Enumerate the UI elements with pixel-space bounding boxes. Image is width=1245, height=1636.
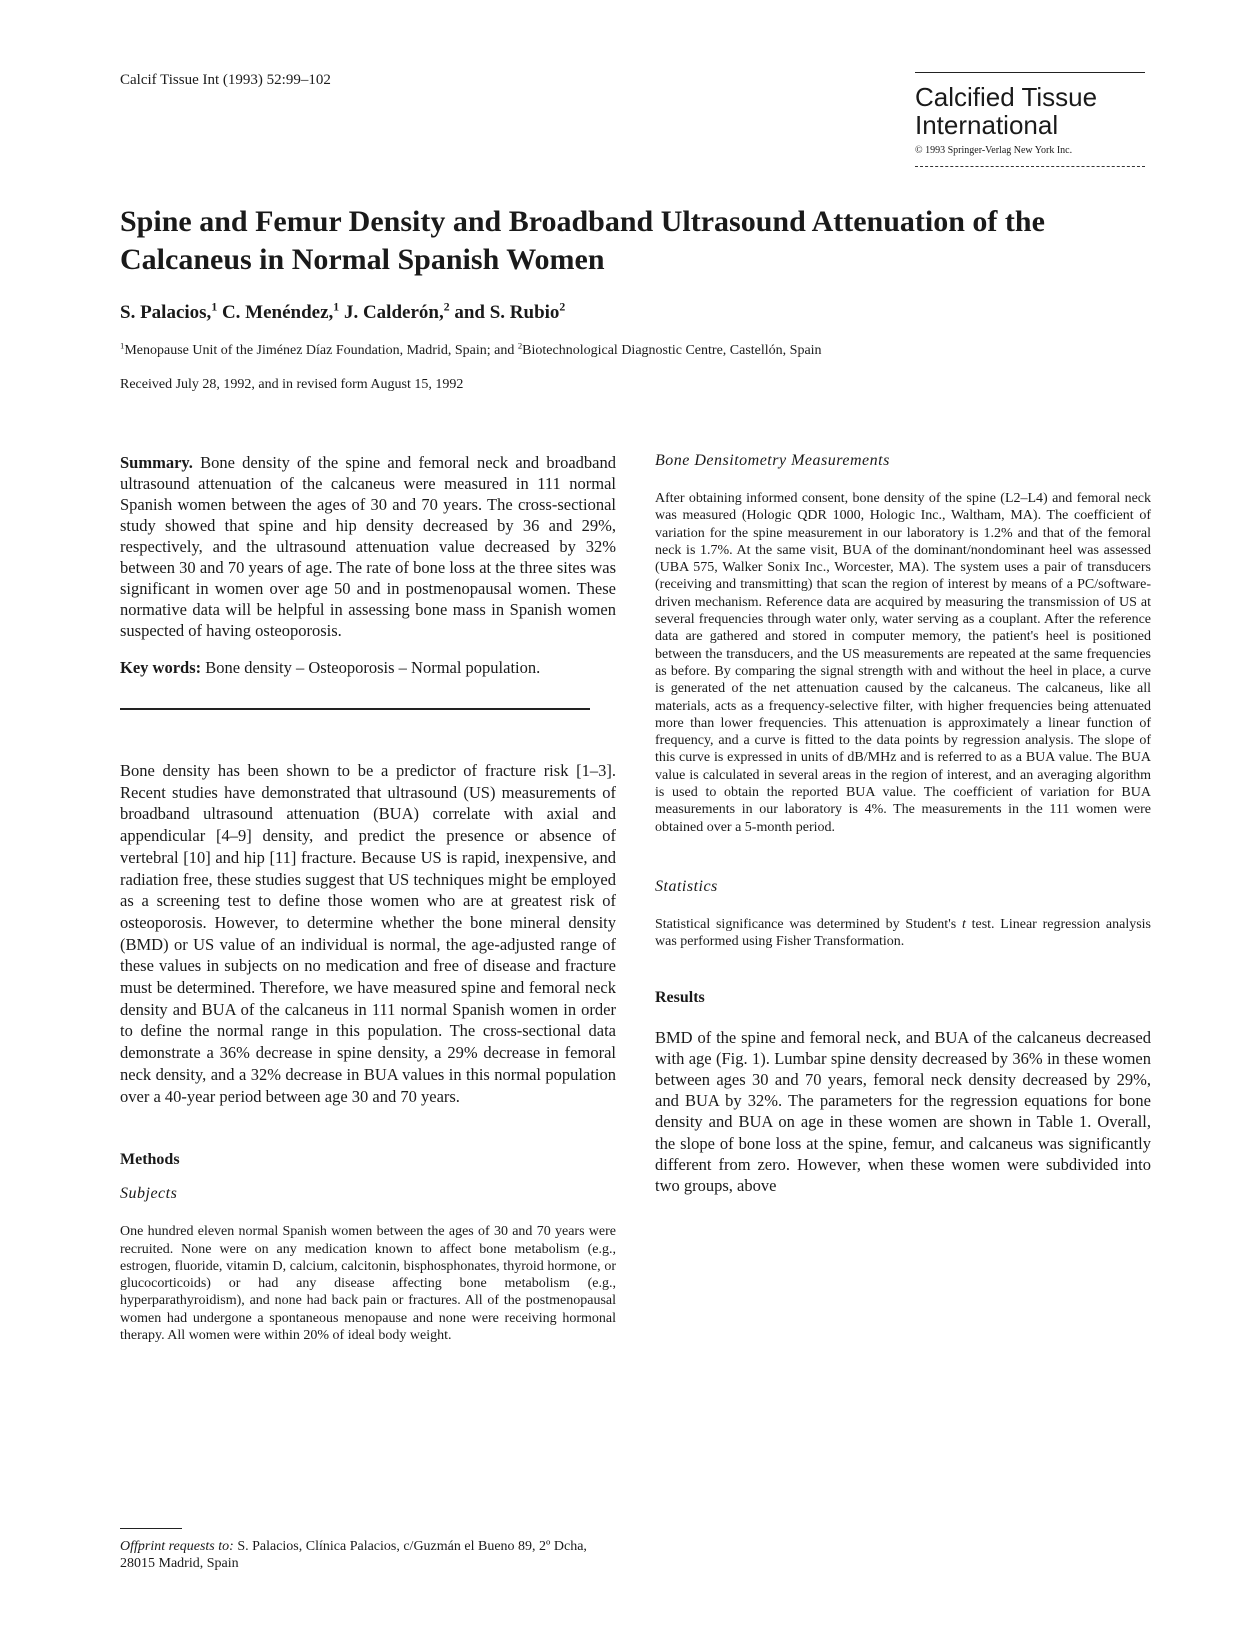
masthead-top-rule [915,72,1145,73]
affiliation-2: Biotechnological Diagnostic Centre, Castellón, Spain [522,343,822,358]
introduction-paragraph: Bone density has been shown to be a predictor of fracture risk [1–3]. Recent studies have demonstrated that ultrasound (US) measurements of broadband ultrasound attenuation (BUA) correlate with axial and appendicular [4–9] density, and predict the presence or absence of vertebral [10] and hip [11] fracture. Because US is rapid, inexpensive, and radiation free, these studies suggest that US techniques might be employed as a screening test to define those women who are at greatest risk of osteoporosis. However, to determine whether the bone mineral density (BMD) or US value of an individual is normal, the age-adjusted range of these values in subjects on no medication and free of disease and fracture must be determined. Therefore, we have measured spine and femoral neck density and BUA of the calcaneus in 111 normal Spanish women in order to define the normal range in this population. The cross-sectional data demonstrate a 36% decrease in spine density, a 29% decrease in femoral neck density, and a 32% decrease in BUA values in this normal population over a 40-year period between age 30 and 70 years. [120,761,616,1106]
author-name: S. Palacios, [120,302,212,323]
left-column [120,452,616,1344]
keywords-paragraph [120,657,616,678]
author-affiliation-marker: 1 [333,300,340,314]
summary-label: Summary. [120,453,193,472]
author-name: J. Calderón, [343,302,444,323]
statistics-text-a: Statistical significance was determined by Student's [655,916,962,932]
offprint-footnote [120,1538,615,1572]
statistics-t-symbol: t [961,916,966,932]
author-list [120,302,565,324]
affiliation-1: Menopause Unit of the Jiménez Díaz Foundation, Madrid, Spain; and [124,343,518,358]
footnote-rule [120,1528,182,1529]
results-heading: Results [655,988,705,1006]
masthead-bottom-rule [915,166,1145,167]
journal-copyright: © 1993 Springer-Verlag New York Inc. [915,145,1073,156]
methods-heading: Methods [120,1151,180,1169]
affiliations [120,340,822,359]
statistics-paragraph [655,916,1151,951]
affiliation-marker: 1 [120,340,125,351]
subjects-paragraph: One hundred eleven normal Spanish women between the ages of 30 and 70 years were recruited. None were on any medication known to affect bone metabolism (e.g., estrogen, fluoride, vitamin D, calcium, calcitonin, bisphosphonates, thyroid hormone, or glucocorticoids) or had any disease affecting bone metabolism (e.g., hyperparathyroidism), and none had back pain or fractures. All of the postmenopausal women had undergone a spontaneous menopause and none were receiving hormonal therapy. All women were within 20% of ideal body weight. [120,1224,616,1344]
author-name: C. Menéndez, [221,302,334,323]
journal-masthead [915,72,1145,167]
article-title: Spine and Femur Density and Broadband Ultrasound Attenuation of the Calcaneus in Normal Spanish Women [120,205,1045,276]
footnote-text: S. Palacios, Clínica Palacios, c/Guzmán el Bueno 89, 2º Dcha, 28015 Madrid, Spain [120,1539,587,1571]
results-paragraph: BMD of the spine and femoral neck, and BUA of the calcaneus decreased with age (Fig. 1). Lumbar spine density decreased by 36% in these women between ages 30 and 70 years, femoral neck density decreased by 29%, and BUA by 32%. The parameters for the regression equations for bone density and BUA on age in these women are shown in Table 1. Overall, the slope of bone loss at the spine, femur, and calcaneus was significantly different from zero. However, when these women were subdivided into two groups, above [655,1027,1151,1195]
footnote-label: Offprint requests to: [120,1539,234,1554]
densitometry-paragraph: After obtaining informed consent, bone density of the spine (L2–L4) and femoral neck was measured (Hologic QDR 1000, Hologic Inc., Waltham, MA). The coefficient of variation for the spine measurement in our laboratory is 1.2% and that of the femoral neck is 1.7%. At the same visit, BUA of the dominant/nondominant heel was assessed (UBA 575, Walker Sonix Inc., Worcester, MA). The system uses a pair of transducers (receiving and transmitting) that scan the region of interest by means of a PC/software-driven mechanism. Reference data are acquired by measuring the transmission of US at several frequencies through water only, water serving as a couplant. After the reference data are gathered and stored in computer memory, the patient's heel is positioned between the transducers, and the US measurements are repeated at the same frequencies as before. By comparing the signal strength with and without the heel in place, a curve is generated of the net attenuation caused by the calcaneus. The calcaneus, like all materials, acts as a frequency-selective filter, with higher frequencies being attenuated more than lower frequencies. This attenuation is approximately a linear function of frequency, and a curve is fitted to the data points by regression analysis. The slope of this curve is expressed in units of dB/MHz and is referred to as a BUA value. The BUA value is calculated in several areas in the region of interest, and an averaging algorithm is used to obtain the reported BUA value. The coefficient of variation for BUA measurements in our laboratory is 4%. The measurements in the 111 women were obtained over a 5-month period. [655,491,1151,835]
keywords-label: Key words: [120,658,202,677]
author-affiliation-marker: 2 [443,300,450,314]
author-name: and S. Rubio [454,302,560,323]
statistics-text-b: test. Linear regression analysis was performed using Fisher Transformation. [655,916,1151,950]
author-affiliation-marker: 1 [211,300,218,314]
summary-text: Bone density of the spine and femoral neck and broadband ultrasound attenuation of the calcaneus were measured in 111 normal Spanish women between the ages of 30 and 70 years. The cross-sectional study showed that spine and hip density decreased by 36 and 29%, respectively, and the ultrasound attenuation value decreased by 32% between 30 and 70 years of age. The rate of bone loss at the three sites was significant in women over age 50 and in postmenopausal women. These normative data will be helpful in assessing bone mass in Spanish women suspected of having osteoporosis. [120,453,616,640]
keywords-text: Bone density – Osteoporosis – Normal population. [205,658,541,677]
statistics-heading: Statistics [655,877,718,895]
journal-name-line2: International [915,110,1059,140]
densitometry-heading: Bone Densitometry Measurements [655,452,890,469]
right-column [655,452,1151,1196]
abstract-divider [120,708,590,710]
journal-name [915,83,1145,139]
subjects-heading: Subjects [120,1185,178,1203]
received-dates: Received July 28, 1992, and in revised form August 15, 1992 [120,377,464,392]
author-affiliation-marker: 2 [559,300,566,314]
journal-citation: Calcif Tissue Int (1993) 52:99–102 [120,72,331,88]
summary-paragraph [120,452,616,641]
journal-name-line1: Calcified Tissue [915,82,1098,112]
affiliation-marker: 2 [517,340,523,351]
